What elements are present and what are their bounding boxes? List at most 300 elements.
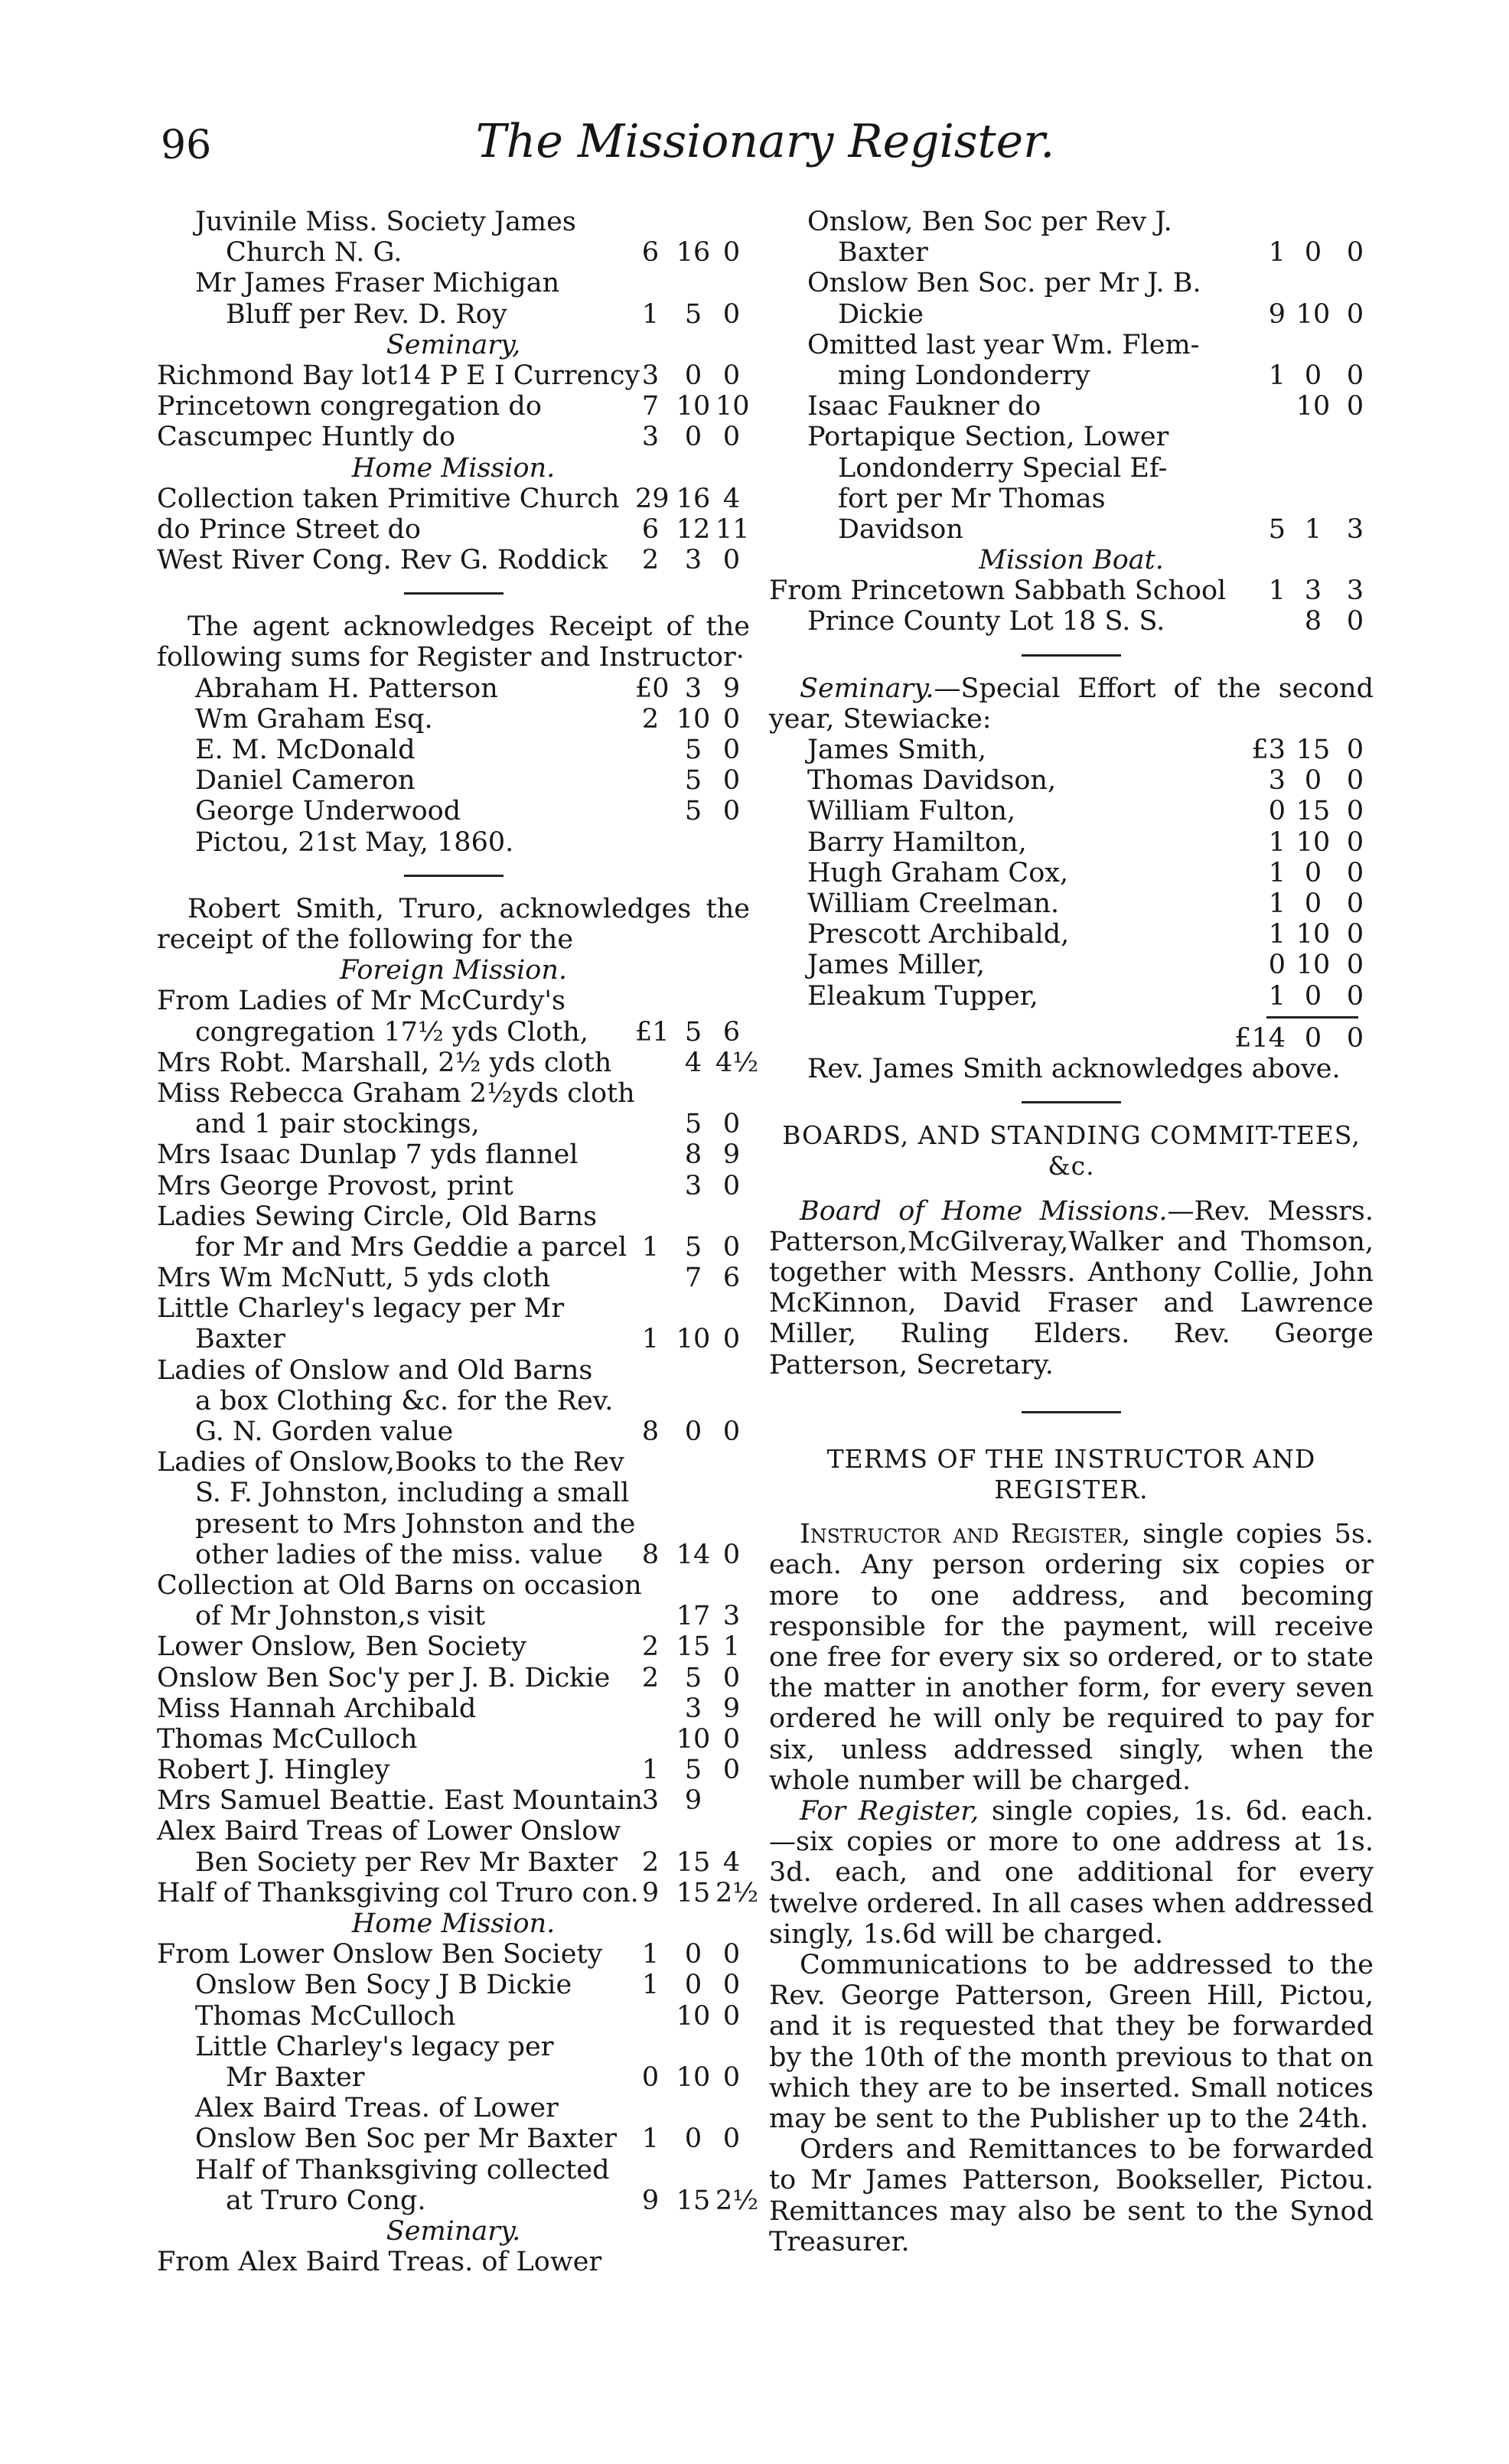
pounds: 1: [641, 2123, 660, 2155]
entry-text: Daniel Cameron: [195, 765, 416, 797]
entry-text: William Creelman.: [807, 888, 1060, 919]
ledger-row: [157, 1509, 750, 1540]
ledger-row: [157, 484, 750, 514]
pence: 9: [722, 673, 741, 704]
shillings: 15: [676, 1846, 711, 1878]
entry-text: Bluff per Rev. D. Roy: [226, 298, 507, 330]
entry-text: Church N. G.: [226, 237, 403, 269]
seminary-total: £14 0 0: [1234, 1022, 1364, 1054]
ledger-row: [157, 1847, 750, 1878]
agent-entries: [157, 673, 750, 827]
pence: 0: [722, 237, 741, 269]
ledger-row: [157, 1970, 750, 2000]
entry-text: Mrs Wm McNutt, 5 yds cloth: [157, 1263, 551, 1294]
pence: 0: [722, 1939, 741, 1970]
ledger-row: [157, 268, 750, 298]
pence: 0: [722, 735, 741, 766]
shillings: 0: [684, 360, 702, 391]
seminary-acknowledgement: Rev. James Smith acknowledges above.: [807, 1053, 1341, 1084]
pence: 0: [1346, 360, 1364, 391]
pence: 0: [1346, 857, 1364, 888]
entry-text: Collection taken Primitive Church: [157, 483, 620, 514]
right-top-entries: [769, 207, 1374, 545]
boards-heading: BOARDS, AND STANDING COMMIT-TEES, &c.: [782, 1120, 1361, 1181]
entry-text: Mr Baxter: [226, 2061, 365, 2093]
ledger-row: [769, 360, 1374, 391]
pounds: 1: [1268, 888, 1286, 919]
pounds: 0: [1268, 796, 1286, 827]
pence: 1: [722, 1631, 741, 1663]
last-entry: From Alex Baird Treas. of Lower: [157, 2247, 602, 2278]
entry-text: Miss Rebecca Graham 2½yds cloth: [157, 1077, 635, 1109]
ledger-row: [157, 1601, 750, 1631]
shillings: 0: [1304, 980, 1322, 1012]
entry-text: fort per Mr Thomas: [838, 483, 1106, 514]
pence: 9: [722, 1693, 741, 1724]
pence: 0: [722, 298, 741, 330]
divider: [404, 592, 504, 595]
ledger-row: [769, 981, 1374, 1012]
ledger-row: [157, 2062, 750, 2093]
pounds: 0: [641, 2061, 660, 2093]
pence: 0: [722, 1170, 741, 1201]
pounds: 3: [1268, 765, 1286, 797]
shillings: 0: [1304, 857, 1322, 888]
pounds: 2: [641, 1846, 660, 1878]
ledger-row: [157, 1478, 750, 1508]
entry-text: Thomas Davidson,: [807, 765, 1057, 797]
ledger-row: [157, 1693, 750, 1724]
board-of-home-missions: Board of Home Missions.—Rev. Messrs. Patterson,McGilveray,Walker and Thomson, together with Messrs. Anthony Collie, John McKinnon, David Fraser and Lawrence Miller, Ruling Elders. Rev. George Patterson, Secretary.: [769, 1195, 1374, 1380]
pounds: 29: [635, 483, 670, 514]
entry-text: other ladies of the miss. value: [195, 1539, 603, 1570]
pence: 11: [715, 513, 750, 545]
entry-text: Isaac Faukner do: [807, 391, 1041, 422]
ledger-row: [769, 888, 1374, 919]
entry-text: and 1 pair stockings,: [195, 1109, 480, 1140]
ledger-row: [157, 986, 750, 1016]
entry-text: Onslow Ben Socy J B Dickie: [195, 1970, 572, 2001]
pence: 3: [1346, 575, 1364, 607]
ledger-row: [157, 1232, 750, 1263]
pence: 0: [722, 703, 741, 735]
ledger-row: [157, 1631, 750, 1662]
entry-text: of Mr Johnston,s visit: [195, 1601, 486, 1632]
entry-text: at Truro Cong.: [226, 2185, 426, 2216]
shillings: 4: [684, 1047, 702, 1078]
shillings: 16: [676, 483, 711, 514]
pounds: 9: [641, 1877, 660, 1908]
shillings: 7: [684, 1263, 702, 1294]
ledger-row: [157, 765, 750, 796]
pence: 0: [722, 2123, 741, 2155]
ledger-row: [769, 796, 1374, 826]
entry-text: Abraham H. Patterson: [195, 673, 498, 704]
entry-text: Collection at Old Barns on occasion: [157, 1569, 642, 1601]
ledger-row: [769, 735, 1374, 765]
shillings: 16: [676, 237, 711, 269]
pence: 0: [722, 765, 741, 797]
shillings: 10: [676, 2061, 711, 2093]
pence: 4: [722, 483, 741, 514]
entry-text: Mrs George Provost, print: [157, 1170, 513, 1201]
entry-text: Onslow Ben Soc. per Mr J. B.: [807, 268, 1201, 299]
entry-text: Mrs Robt. Marshall, 2½ yds cloth: [157, 1047, 612, 1078]
pence: 0: [722, 1662, 741, 1693]
agent-acknowledgement: The agent acknowledges Receipt of the following sums for Register and Instructor·: [157, 611, 750, 673]
page-header: [161, 115, 1370, 184]
entry-text: West River Cong. Rev G. Roddick: [157, 545, 608, 576]
entry-text: Mr James Fraser Michigan: [195, 268, 560, 299]
divider: [404, 875, 504, 877]
shillings: 0: [684, 422, 702, 453]
pence: 0: [722, 2061, 741, 2093]
terms-paragraph-4: Orders and Remittances to be forwarded to Mr James Patterson, Bookseller, Pictou. Remittances may also be sent to the Synod Treasurer.: [769, 2134, 1374, 2257]
shillings: 10: [676, 1324, 711, 1355]
shillings: 12: [676, 513, 711, 545]
seminary-heading: Seminary,: [386, 329, 521, 360]
ledger-row: [157, 2032, 750, 2062]
left-column: [157, 207, 759, 2278]
mission-boat-entries: [769, 575, 1374, 637]
shillings: 10: [676, 703, 711, 735]
ledger-row: [157, 1785, 750, 1816]
shillings: 15: [676, 1631, 711, 1663]
ledger-row: [157, 1724, 750, 1755]
seminary-special-effort: Seminary.—Special Effort of the second year, Stewiacke:: [769, 673, 1374, 735]
ledger-row: [157, 2093, 750, 2123]
pence: 0: [722, 1539, 741, 1570]
entry-text: Onslow, Ben Soc per Rev J.: [807, 207, 1172, 237]
shillings: 5: [684, 796, 702, 827]
ledger-row: [157, 704, 750, 735]
pounds: 2: [641, 545, 660, 576]
entry-text: Onslow Ben Soc per Mr Baxter: [195, 2123, 617, 2155]
pence: 0: [722, 2000, 741, 2032]
ledger-row: [157, 1139, 750, 1170]
pence: 0: [722, 1755, 741, 1786]
ledger-row: [157, 1570, 750, 1601]
entry-text: Richmond Bay lot14 P E I Currency: [157, 360, 640, 391]
entry-text: Alex Baird Treas. of Lower: [195, 2093, 559, 2124]
ledger-row: [157, 1109, 750, 1139]
shillings: 14: [676, 1539, 711, 1570]
entry-text: Ben Society per Rev Mr Baxter: [195, 1846, 618, 1878]
ledger-row: [157, 1078, 750, 1109]
pence: 0: [722, 1970, 741, 2001]
pounds: 6: [641, 513, 660, 545]
pence: 0: [1346, 919, 1364, 950]
entry-text: Portapique Section, Lower: [807, 422, 1169, 453]
shillings: 5: [684, 1016, 702, 1048]
shillings: 10: [676, 391, 711, 422]
divider: [1022, 1411, 1121, 1413]
ledger-row: [157, 1755, 750, 1785]
shillings: 15: [676, 1877, 711, 1908]
entry-text: Ladies of Onslow and Old Barns: [157, 1354, 593, 1386]
pence: 0: [722, 1723, 741, 1755]
shillings: 5: [684, 1109, 702, 1140]
entry-text: Lower Onslow, Ben Society: [157, 1631, 526, 1663]
home-mission-entries-2: [157, 1939, 759, 2216]
ledger-row: [157, 1017, 750, 1048]
shillings: 5: [684, 1662, 702, 1693]
ledger-row: [769, 391, 1374, 422]
entry-text: Alex Baird Treas of Lower Onslow: [157, 1816, 621, 1847]
pounds: 9: [641, 2185, 660, 2216]
entry-text: James Smith,: [807, 735, 986, 766]
pounds: 2: [641, 1662, 660, 1693]
pounds: 1: [1268, 237, 1286, 269]
entry-text: Cascumpec Huntly do: [157, 422, 456, 453]
ledger-row: [769, 514, 1374, 545]
shillings: 10: [1296, 298, 1331, 330]
shillings: 10: [1296, 950, 1331, 981]
shillings: 15: [1296, 796, 1331, 827]
shillings: 0: [684, 2123, 702, 2155]
pounds: 5: [1268, 513, 1286, 545]
ledger-row: [157, 2123, 750, 2154]
entry-text: Davidson: [838, 513, 963, 545]
pence: 4: [722, 1846, 741, 1878]
shillings: 8: [1304, 606, 1322, 637]
pence: 0: [1346, 826, 1364, 858]
shillings: 15: [676, 2185, 711, 2216]
home-mission-entries: [157, 484, 750, 576]
ledger-row: [157, 2185, 759, 2216]
pounds: 0: [1268, 950, 1286, 981]
entry-text: do Prince Street do: [157, 513, 421, 545]
entry-text: Eleakum Tupper,: [807, 980, 1038, 1012]
pence: 0: [722, 360, 741, 391]
ledger-row: [769, 575, 1374, 606]
ledger-row: [769, 453, 1374, 484]
mission-boat-heading: Mission Boat.: [979, 545, 1164, 576]
ledger-row: [769, 950, 1374, 980]
pounds: 1: [1268, 857, 1286, 888]
entry-text: a box Clothing &c. for the Rev.: [195, 1385, 614, 1416]
ledger-row: [769, 606, 1374, 637]
ledger-row: [157, 1293, 750, 1324]
pence: 0: [1346, 950, 1364, 981]
shillings: 0: [1304, 360, 1322, 391]
ledger-row: [769, 765, 1374, 796]
agent-date: Pictou, 21st May, 1860.: [195, 826, 514, 858]
entry-text: Thomas McCulloch: [157, 1723, 418, 1755]
entry-text: William Fulton,: [807, 796, 1016, 827]
ledger-row: [769, 237, 1374, 268]
shillings: 3: [1304, 575, 1322, 607]
entry-text: present to Mrs Johnston and the: [195, 1508, 636, 1540]
shillings: 5: [684, 735, 702, 766]
shillings: 9: [684, 1785, 702, 1817]
entry-text: Wm Graham Esq.: [195, 703, 433, 735]
entry-text: Juvinile Miss. Society James: [195, 207, 576, 237]
pounds: 1: [641, 1324, 660, 1355]
pence: 3: [722, 1601, 741, 1632]
pounds: 1: [1268, 575, 1286, 607]
pence: 10: [715, 391, 750, 422]
entry-text: G. N. Gorden value: [195, 1416, 454, 1447]
pence: 0: [1346, 298, 1364, 330]
pounds: 1: [1268, 826, 1286, 858]
shillings: 3: [684, 1170, 702, 1201]
entry-text: From Lower Onslow Ben Society: [157, 1939, 603, 1970]
ledger-row: [157, 1386, 750, 1416]
pence: 0: [1346, 391, 1364, 422]
ledger-row: [157, 1171, 750, 1201]
ledger-row: [769, 330, 1374, 360]
pence: 0: [722, 1416, 741, 1447]
pence: 0: [1346, 980, 1364, 1012]
home-mission-heading-2: Home Mission.: [351, 1908, 556, 1939]
shillings: 0: [684, 1416, 702, 1447]
ledger-row: [769, 919, 1374, 950]
entry-text: Ladies of Onslow,Books to the Rev: [157, 1447, 624, 1478]
pence: 0: [722, 545, 741, 576]
seminary-entries: [157, 360, 750, 453]
pence: 0: [722, 422, 741, 453]
pounds: 3: [641, 1785, 660, 1817]
pence: 2½: [715, 2185, 759, 2216]
entry-text: Prince County Lot 18 S. S.: [807, 606, 1165, 637]
pence: 0: [1346, 765, 1364, 797]
shillings: 17: [676, 1601, 711, 1632]
foreign-mission-heading: Foreign Mission.: [339, 955, 568, 986]
shillings: 8: [684, 1139, 702, 1171]
robert-smith-acknowledgement: Robert Smith, Truro, acknowledges the receipt of the following for the: [157, 893, 750, 955]
ledger-row: [157, 1263, 750, 1293]
pence: 0: [1346, 888, 1364, 919]
ledger-row: [157, 422, 750, 452]
pounds: 1: [1268, 919, 1286, 950]
ledger-row: [157, 735, 750, 765]
ledger-row: [157, 1447, 750, 1478]
entry-text: Mrs Isaac Dunlap 7 yds flannel: [157, 1139, 579, 1171]
shillings: 10: [1296, 826, 1331, 858]
ledger-row: [157, 299, 750, 330]
seminary-contributors: [769, 735, 1374, 1012]
shillings: 0: [684, 1939, 702, 1970]
ledger-row: [157, 237, 750, 268]
entry-text: Hugh Graham Cox,: [807, 857, 1069, 888]
pence: 6: [722, 1263, 741, 1294]
ledger-row: [157, 796, 750, 826]
pounds: 1: [1268, 980, 1286, 1012]
entry-text: Mrs Samuel Beattie. East Mountain: [157, 1785, 644, 1817]
shillings: 10: [676, 1723, 711, 1755]
foreign-mission-entries: [157, 986, 759, 1908]
shillings: 5: [684, 298, 702, 330]
ledger-row: [769, 299, 1374, 330]
entry-text: Little Charley's legacy per: [195, 2031, 554, 2062]
entry-text: George Underwood: [195, 796, 461, 827]
shillings: 3: [684, 673, 702, 704]
entry-text: Dickie: [838, 298, 924, 330]
running-title: The Missionary Register.: [475, 115, 1055, 168]
pence: 9: [722, 1139, 741, 1171]
pence: 2½: [715, 1877, 759, 1908]
shillings: 5: [684, 1755, 702, 1786]
terms-paragraph-1: Instructor and Register, single copies 5s. each. Any person ordering six copies or more to one address, and becoming responsible for the payment, will receive one free for every six so ordered, or to state the matter in another form, for every seven ordered he will only be required to pay for six, unless addressed singly, when the whole number will be charged.: [769, 1519, 1374, 1796]
divider: [1022, 1101, 1121, 1103]
shillings: 5: [684, 1231, 702, 1263]
ledger-row: [157, 1816, 750, 1846]
ledger-row: [157, 207, 750, 237]
shillings: 10: [1296, 391, 1331, 422]
pounds: 1: [641, 1970, 660, 2001]
pence: 3: [1346, 513, 1364, 545]
ledger-row: [769, 207, 1374, 237]
ledger-row: [157, 1047, 759, 1078]
ledger-row: [769, 484, 1374, 514]
terms-heading: TERMS OF THE INSTRUCTOR AND REGISTER.: [826, 1443, 1316, 1504]
entry-text: Little Charley's legacy per Mr: [157, 1293, 565, 1325]
pence: 0: [1346, 237, 1364, 269]
shillings: 15: [1296, 735, 1331, 766]
ledger-row: [157, 2155, 750, 2185]
ledger-row: [157, 360, 750, 391]
pence: 6: [722, 1016, 741, 1048]
entry-text: for Mr and Mrs Geddie a parcel: [195, 1231, 627, 1263]
seminary-heading-2: Seminary.: [386, 2215, 521, 2247]
entry-text: Baxter: [838, 237, 928, 269]
pounds: 8: [641, 1416, 660, 1447]
pence: 4½: [715, 1047, 759, 1078]
entry-text: From Ladies of Mr McCurdy's: [157, 986, 566, 1017]
ledger-row: [157, 1939, 750, 1970]
entry-text: Half of Thanksgiving collected: [195, 2154, 610, 2185]
pence: 0: [1346, 606, 1364, 637]
pounds: 9: [1268, 298, 1286, 330]
divider: [1022, 654, 1121, 657]
shillings: 5: [684, 765, 702, 797]
entry-text: Omitted last year Wm. Flem-: [807, 329, 1200, 360]
entry-text: Miss Hannah Archibald: [157, 1693, 477, 1724]
ledger-row: [769, 422, 1374, 452]
ledger-row: [157, 673, 750, 704]
entry-text: James Miller,: [807, 950, 986, 981]
pence: 0: [1346, 735, 1364, 766]
ledger-row: [157, 391, 750, 422]
entry-text: S. F. Johnston, including a small: [195, 1478, 630, 1509]
ledger-row: [157, 1540, 750, 1570]
entry-text: Robert J. Hingley: [157, 1755, 390, 1786]
pounds: 7: [641, 391, 660, 422]
ledger-row: [157, 545, 750, 575]
sum-rule: [1266, 1016, 1358, 1019]
ledger-row: [157, 1201, 750, 1232]
entry-text: Princetown congregation do: [157, 391, 542, 422]
page-number: 96: [161, 122, 212, 168]
terms-paragraph-3: Communications to be addressed to the Rev. George Patterson, Green Hill, Pictou, and it is requested that they be forwarded by the 10th of the month previous to that on which they are to be inserted. Small notices may be sent to the Publisher up to the 24th.: [769, 1949, 1374, 2134]
entry-text: Onslow Ben Soc'y per J. B. Dickie: [157, 1662, 611, 1693]
ledger-row: [769, 827, 1374, 858]
pounds: 3: [641, 422, 660, 453]
shillings: 3: [684, 1693, 702, 1724]
shillings: 0: [1304, 237, 1322, 269]
entry-text: Londonderry Special Ef-: [838, 452, 1168, 484]
shillings: 3: [684, 545, 702, 576]
pence: 0: [722, 796, 741, 827]
shillings: 0: [1304, 765, 1322, 797]
entry-text: Barry Hamilton,: [807, 826, 1027, 858]
entry-text: Thomas McCulloch: [195, 2000, 456, 2032]
shillings: 0: [684, 1970, 702, 2001]
home-mission-heading: Home Mission.: [351, 452, 556, 484]
ledger-row: [157, 514, 750, 545]
ledger-row: [157, 1663, 750, 1693]
